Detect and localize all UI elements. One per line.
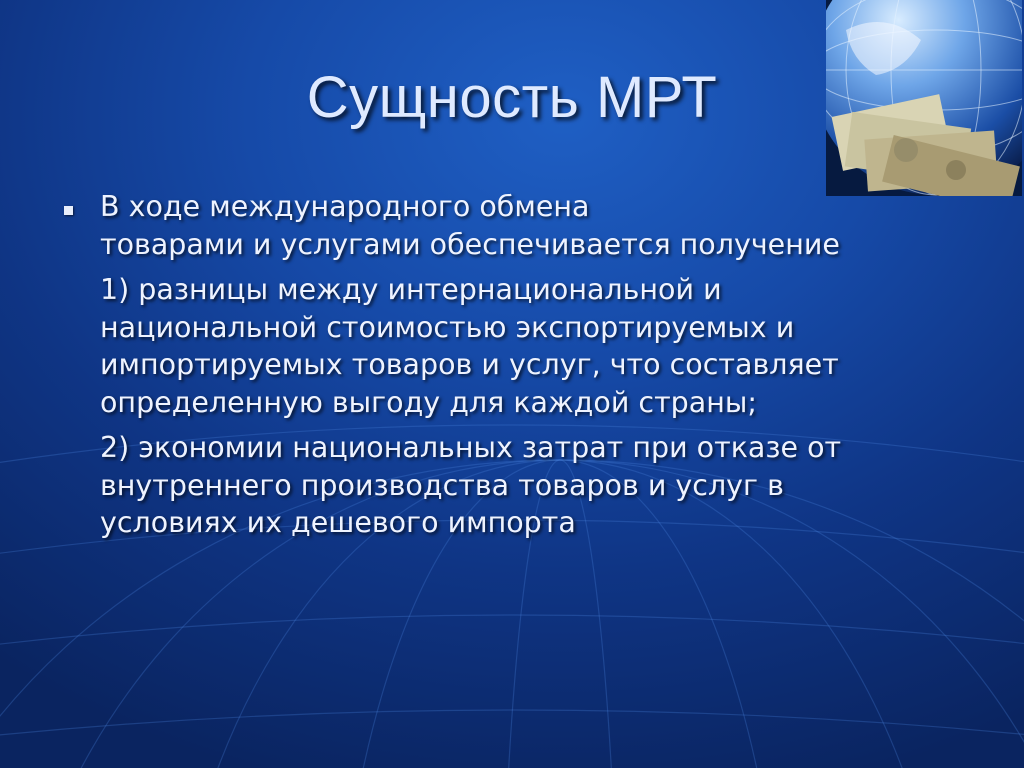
bullet-intro-text: В ходе международного обмена товарами и услугами обеспечивается получение xyxy=(100,190,840,261)
square-bullet-icon xyxy=(64,206,73,215)
slide-content xyxy=(100,188,1000,542)
slide-title: Сущность МРТ xyxy=(306,65,718,130)
point-2-text: 2) экономии национальных затрат при отказе от внутреннего производства товаров и услуг в условиях их дешевого импорта xyxy=(100,431,842,539)
point-1-text: 1) разницы между интернациональной и национальной стоимостью экспортируемых и импортируемых товаров и услуг, что составляет определенную выгоду для каждой страны; xyxy=(100,273,839,419)
